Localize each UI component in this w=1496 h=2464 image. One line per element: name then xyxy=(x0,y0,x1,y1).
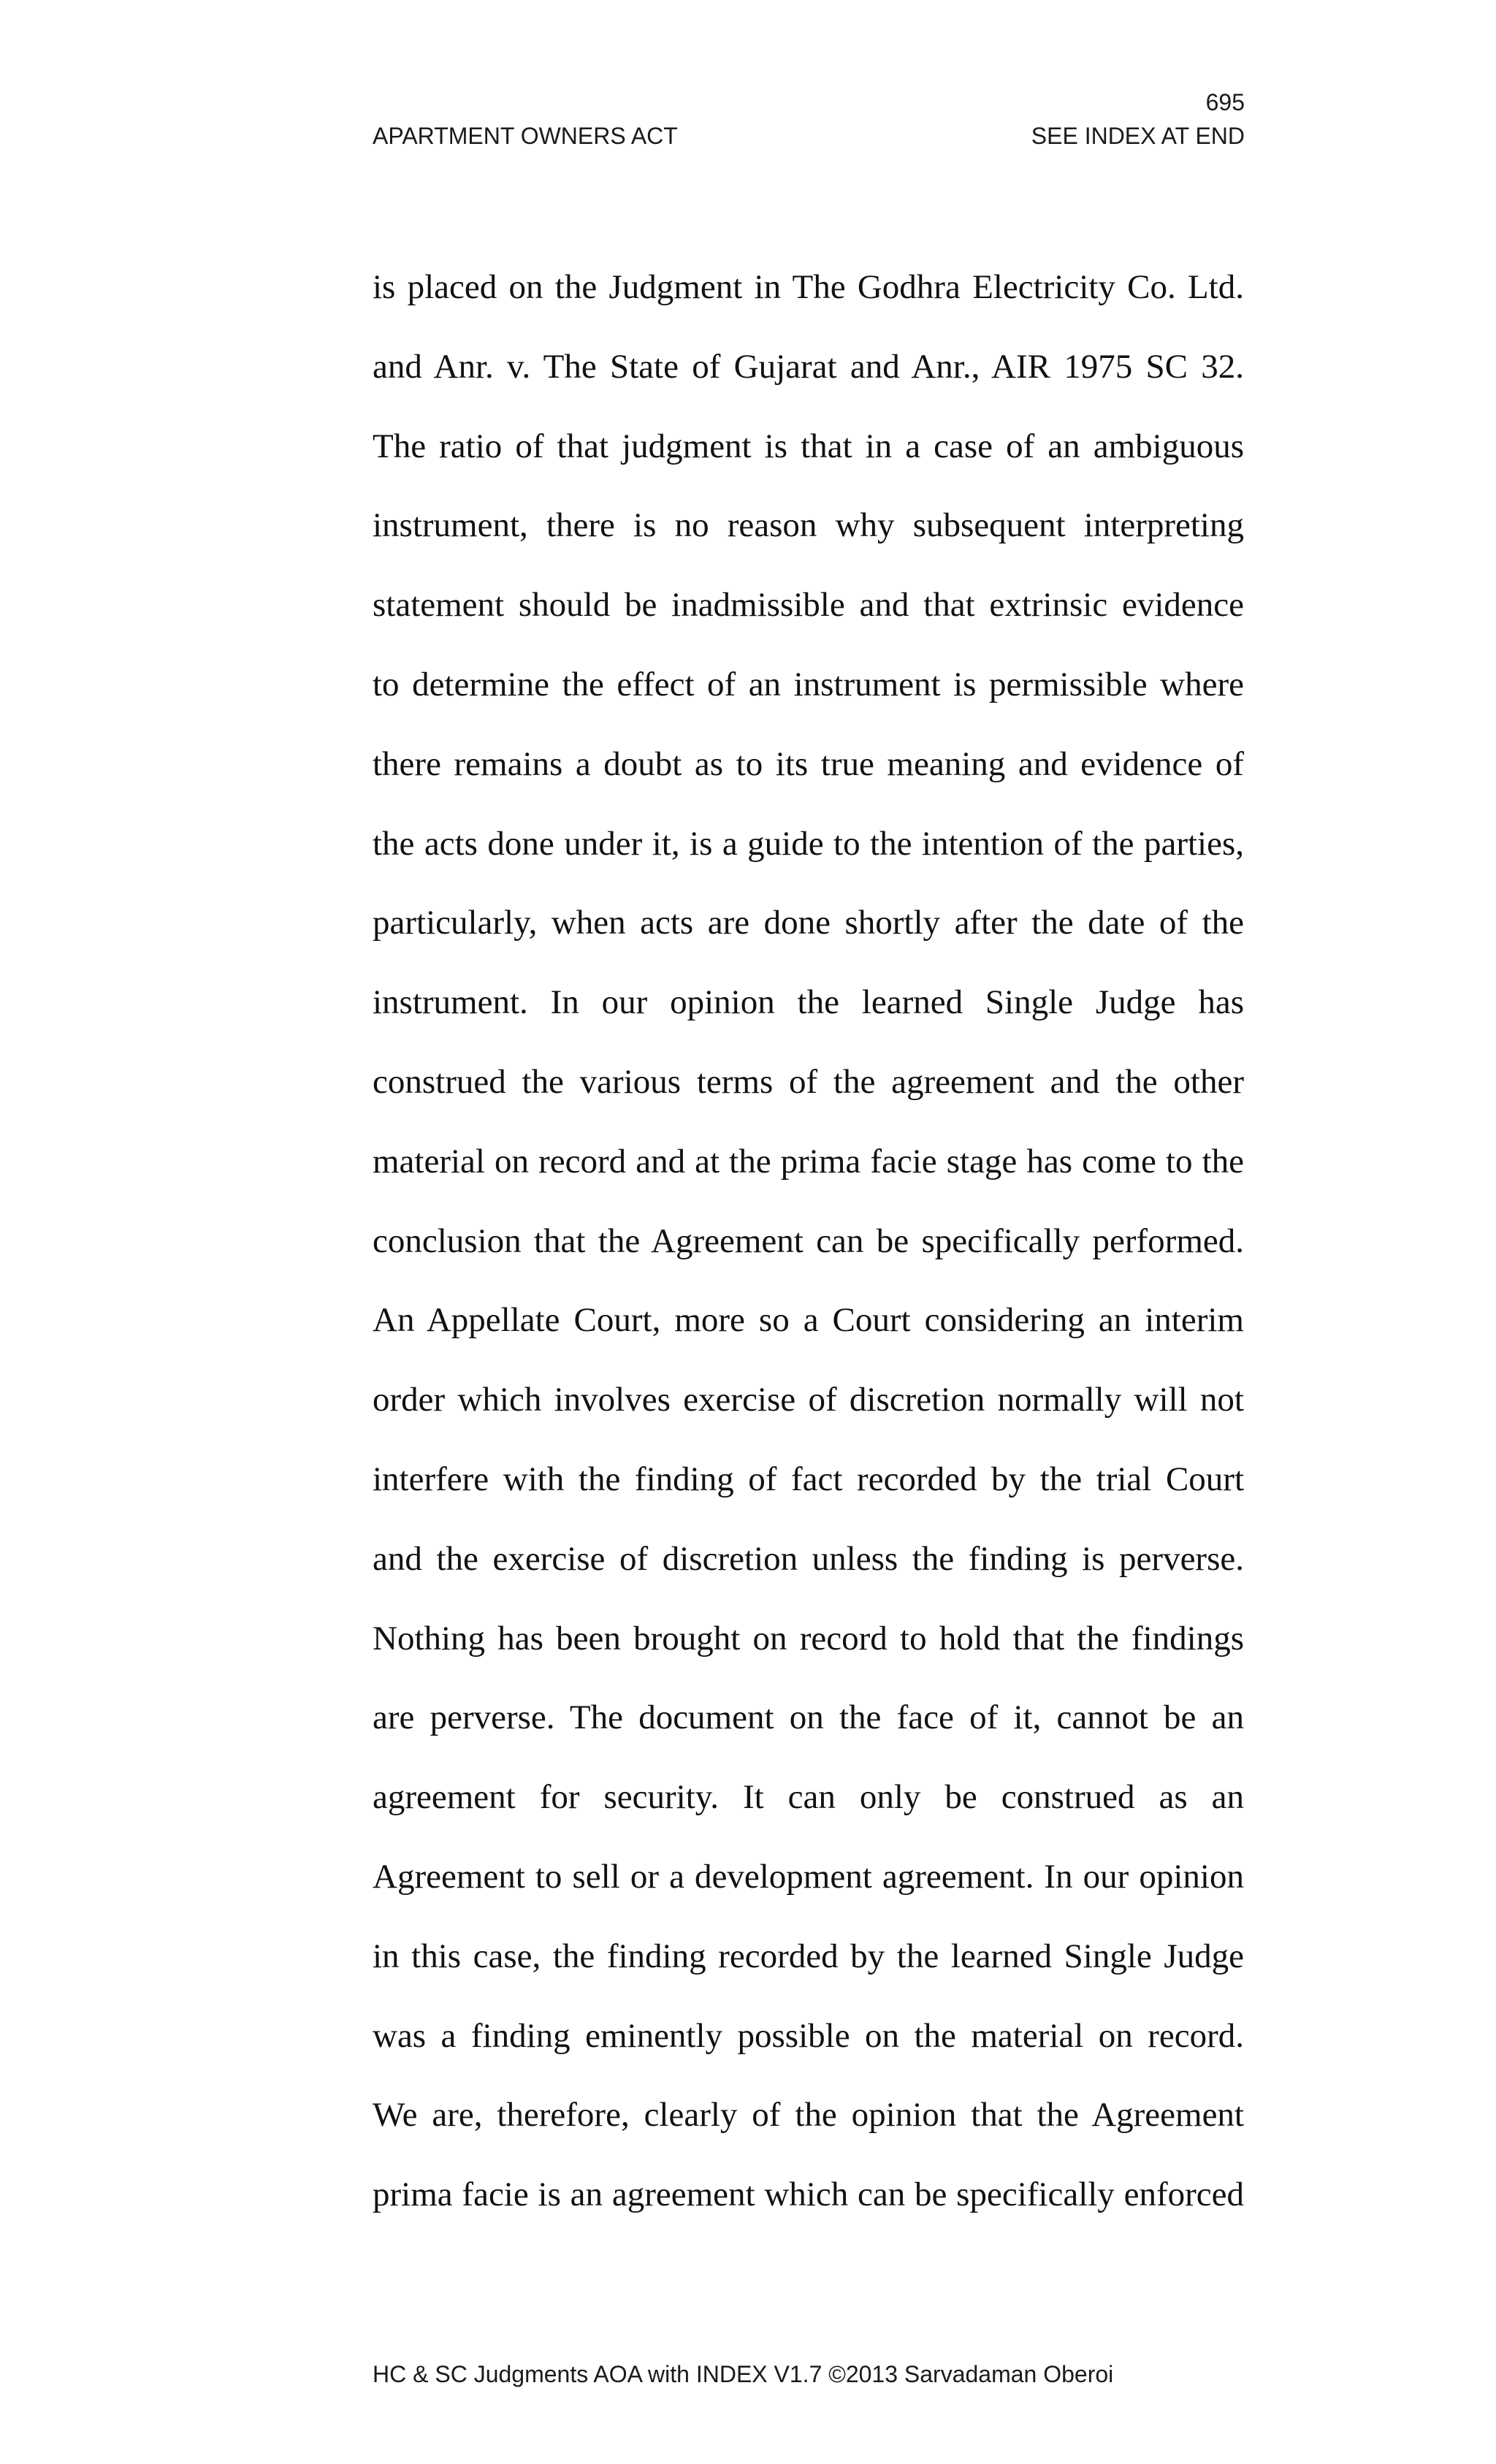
body-line: construed the various terms of the agreement and the other xyxy=(373,1062,1244,1101)
body-line: and the exercise of discretion unless the finding is perverse. xyxy=(373,1539,1244,1578)
body-line: The ratio of that judgment is that in a case of an ambiguous xyxy=(373,427,1244,465)
body-line: An Appellate Court, more so a Court considering an interim xyxy=(373,1301,1244,1340)
body-line: material on record and at the prima facie stage has come to the xyxy=(373,1142,1244,1180)
running-header-index-note: SEE INDEX AT END xyxy=(1031,123,1245,149)
body-line: interfere with the finding of fact recorded by the trial Court xyxy=(373,1460,1244,1498)
body-line: conclusion that the Agreement can be specifically performed. xyxy=(373,1221,1244,1260)
body-line: the acts done under it, is a guide to the intention of the parties, xyxy=(373,824,1244,863)
running-header-title: APARTMENT OWNERS ACT xyxy=(373,123,678,149)
body-line: Agreement to sell or a development agreement. In our opinion xyxy=(373,1857,1244,1896)
body-line: particularly, when acts are done shortly after the date of the xyxy=(373,904,1244,942)
judgment-body-text xyxy=(373,258,1244,2245)
body-line: instrument, there is no reason why subsequent interpreting xyxy=(373,506,1244,545)
body-line: to determine the effect of an instrument is permissible where xyxy=(373,665,1244,703)
body-line: and Anr. v. The State of Gujarat and Anr., AIR 1975 SC 32. xyxy=(373,347,1244,386)
body-line: instrument. In our opinion the learned Single Judge has xyxy=(373,983,1244,1022)
body-line: agreement for security. It can only be construed as an xyxy=(373,1778,1244,1817)
body-line: statement should be inadmissible and that extrinsic evidence xyxy=(373,586,1244,625)
body-line: order which involves exercise of discretion normally will not xyxy=(373,1381,1244,1419)
body-line: is placed on the Judgment in The Godhra Electricity Co. Ltd. xyxy=(373,268,1244,306)
page-number: 695 xyxy=(1205,89,1245,115)
body-line: in this case, the finding recorded by the learned Single Judge xyxy=(373,1937,1244,1975)
body-line: Nothing has been brought on record to hold that the findings xyxy=(373,1619,1244,1658)
body-line: are perverse. The document on the face of it, cannot be an xyxy=(373,1698,1244,1737)
body-line: there remains a doubt as to its true meaning and evidence of xyxy=(373,744,1244,783)
page-footer: HC & SC Judgments AOA with INDEX V1.7 ©2013 Sarvadaman Oberoi xyxy=(373,2361,1114,2387)
body-line: was a finding eminently possible on the material on record. xyxy=(373,2016,1244,2055)
body-line: prima facie is an agreement which can be specifically enforced xyxy=(373,2175,1244,2214)
body-line: We are, therefore, clearly of the opinion that the Agreement xyxy=(373,2096,1244,2135)
